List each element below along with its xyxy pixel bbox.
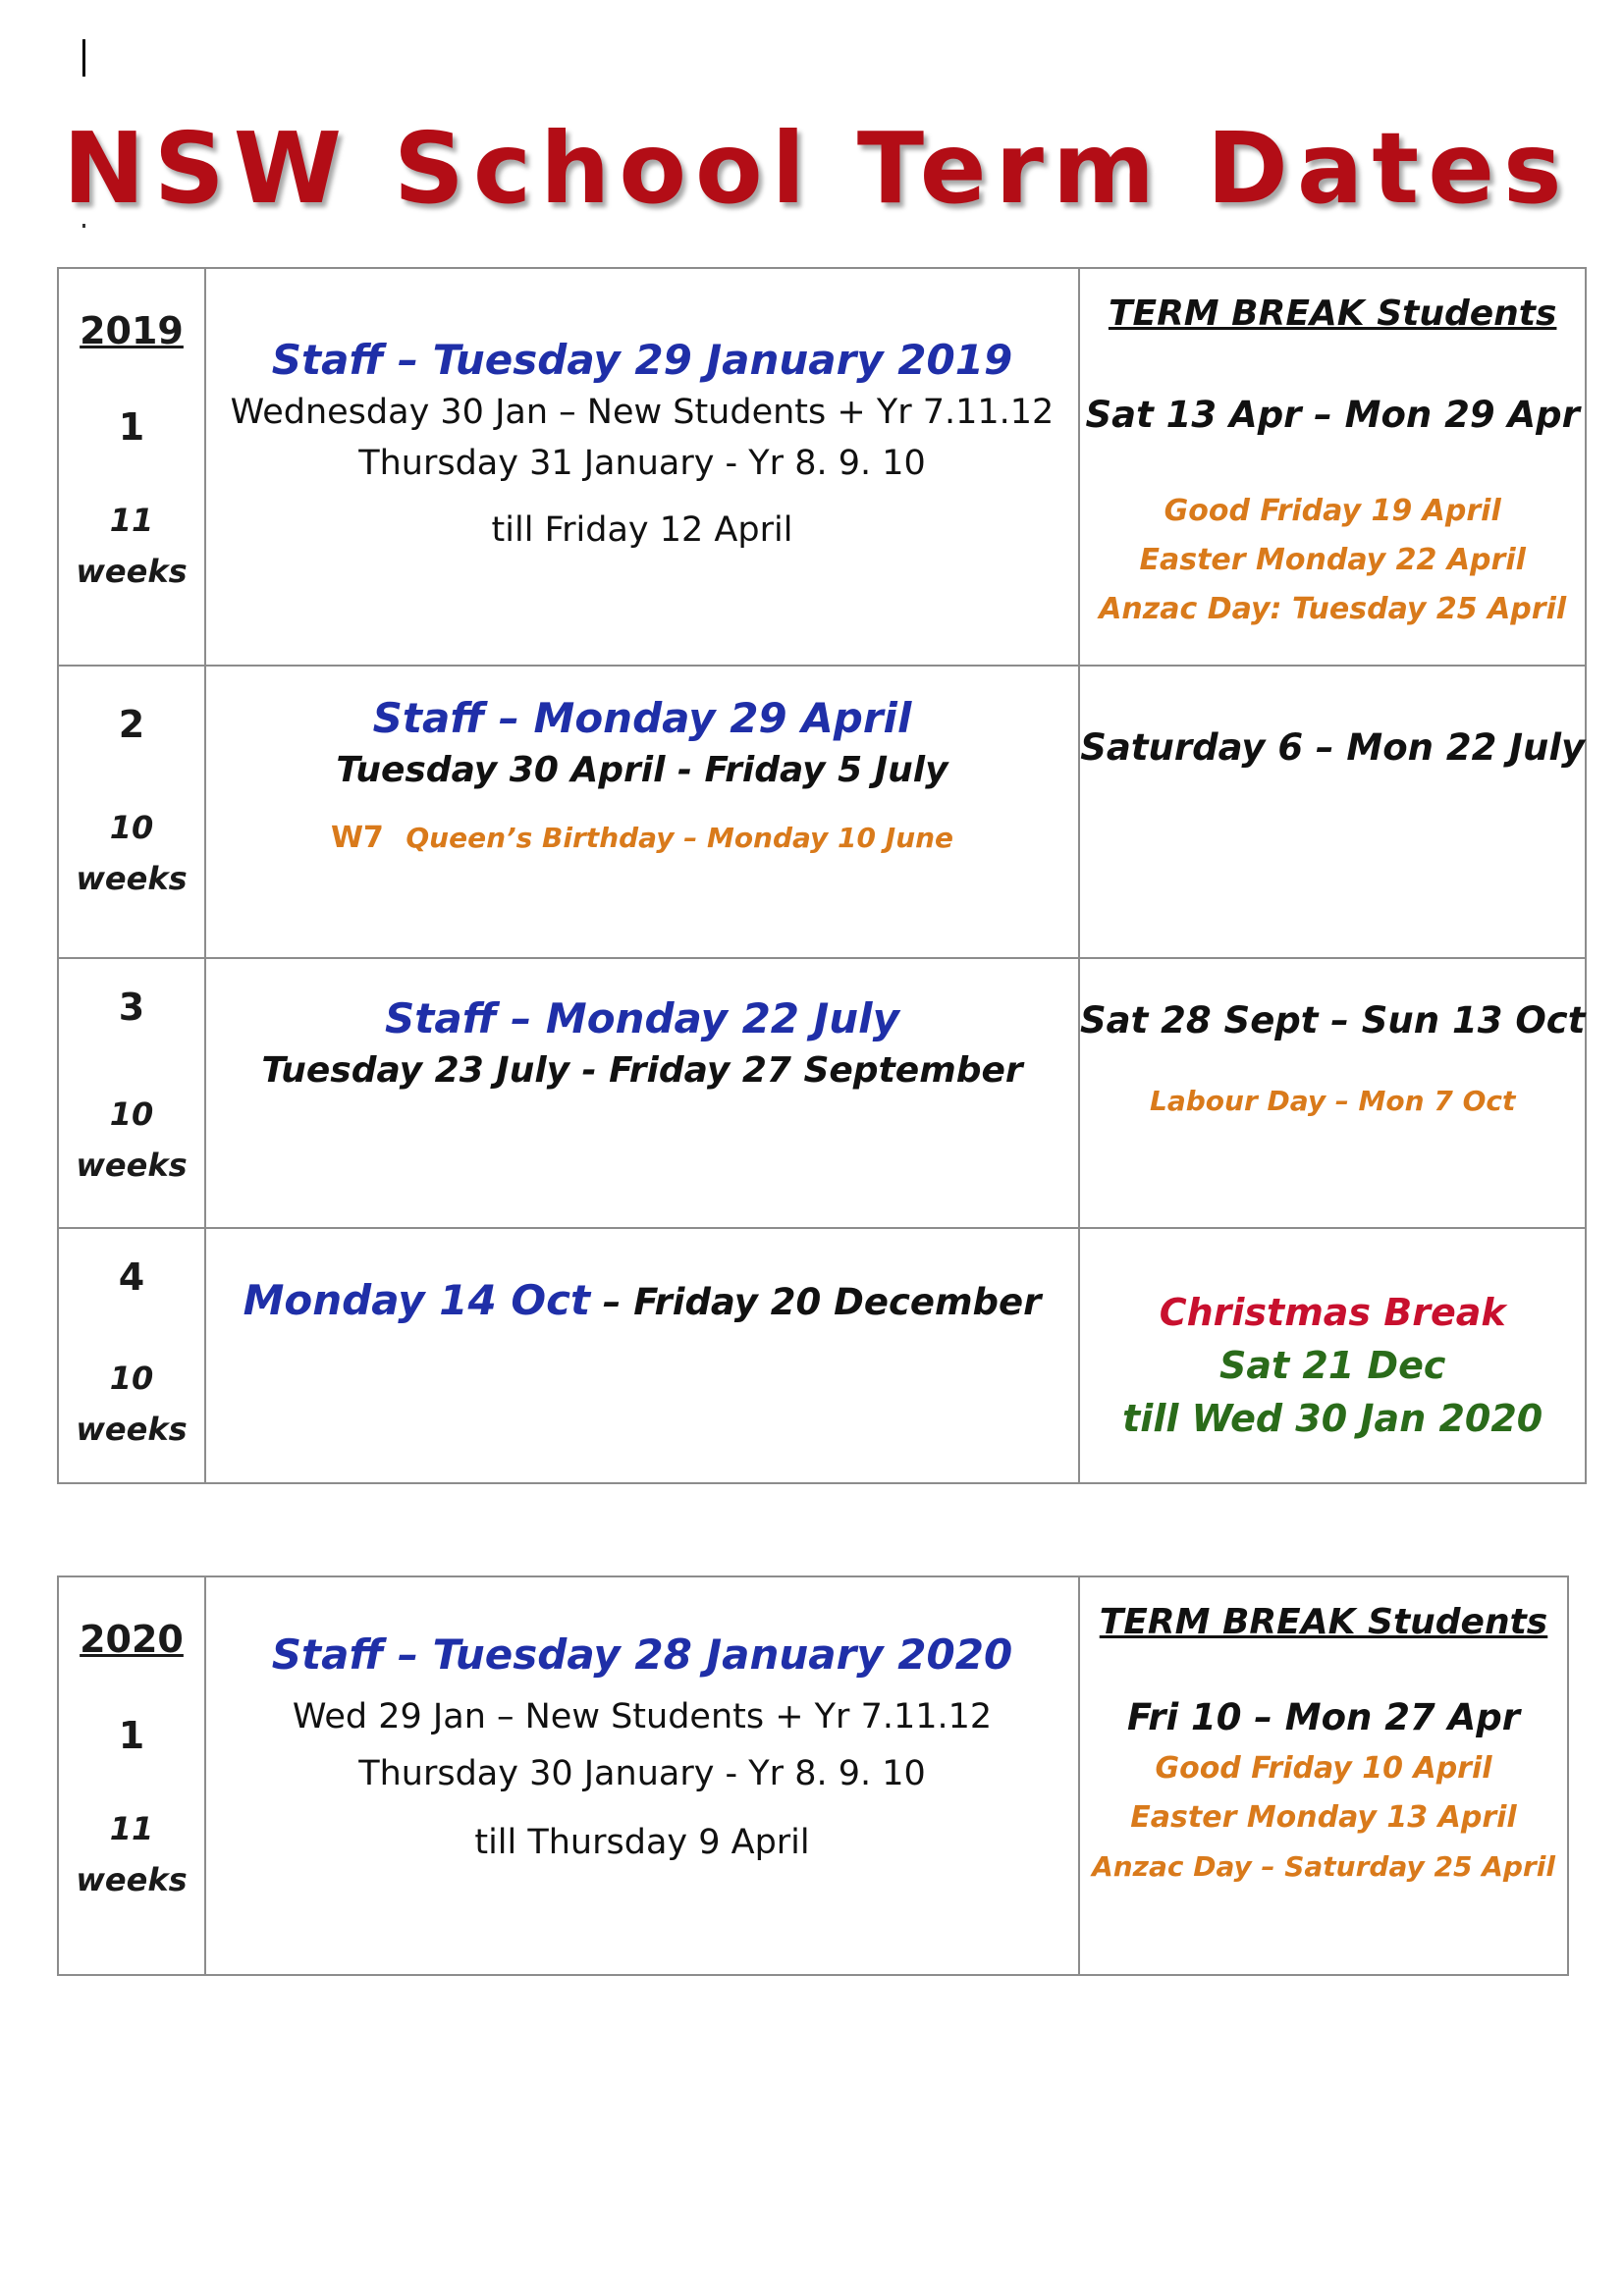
term-number: 3 xyxy=(118,986,145,1029)
weeks-count: 10 xyxy=(109,1095,154,1133)
break-heading: TERM BREAK Students xyxy=(1108,294,1557,334)
break-dates: till Wed 30 Jan 2020 xyxy=(1122,1397,1543,1440)
date-line: till Thursday 9 April xyxy=(474,1823,810,1862)
break-dates: Saturday 6 – Mon 22 July xyxy=(1080,726,1586,769)
term-number: 2 xyxy=(118,703,145,746)
holiday: Good Friday 10 April xyxy=(1155,1751,1492,1786)
holiday: Labour Day – Mon 7 Oct xyxy=(1150,1085,1516,1117)
term-table-2020 xyxy=(57,1575,1569,1976)
break-dates: Sat 28 Sept – Sun 13 Oct xyxy=(1080,999,1586,1041)
date-line: Tuesday 30 April - Friday 5 July xyxy=(336,750,948,790)
page-title: NSW School Term Dates xyxy=(63,111,1571,226)
staff-start: Staff – Tuesday 28 January 2020 xyxy=(271,1630,1013,1679)
term-number: 1 xyxy=(118,1714,145,1757)
holiday: Anzac Day: Tuesday 25 April xyxy=(1099,592,1567,626)
weeks-label: weeks xyxy=(76,1411,188,1448)
term-dates-cell xyxy=(205,958,1079,1228)
weeks-count: 10 xyxy=(109,1360,154,1397)
weeks-count: 10 xyxy=(109,809,154,846)
table-row xyxy=(58,958,1586,1228)
term-break-cell xyxy=(1079,1228,1586,1483)
week-marker: W7 xyxy=(330,821,384,855)
text-cursor xyxy=(82,39,85,77)
break-heading: TERM BREAK Students xyxy=(1099,1602,1548,1642)
break-dates: Fri 10 – Mon 27 Apr xyxy=(1127,1696,1520,1738)
term-dates-cell xyxy=(205,268,1079,666)
weeks-count: 11 xyxy=(109,1810,154,1847)
christmas-break-heading: Christmas Break xyxy=(1159,1291,1506,1334)
term-4-dates xyxy=(206,1274,1078,1337)
table-row xyxy=(58,268,1586,666)
weeks-label: weeks xyxy=(76,860,188,897)
holiday: Good Friday 19 April xyxy=(1164,494,1501,528)
term-dates-cell xyxy=(205,1576,1079,1975)
weeks-label: weeks xyxy=(76,553,188,590)
year-label: 2019 xyxy=(80,309,184,352)
date-line: till Friday 12 April xyxy=(491,510,793,550)
holiday-note xyxy=(206,814,1078,863)
weeks-label: weeks xyxy=(76,1147,188,1184)
staff-start: Staff – Monday 22 July xyxy=(385,994,899,1042)
date-line: Tuesday 23 July - Friday 27 September xyxy=(261,1050,1023,1091)
date-line: Wednesday 30 Jan – New Students + Yr 7.11.12 xyxy=(230,393,1055,432)
term-label-cell xyxy=(58,1228,205,1483)
weeks-label: weeks xyxy=(76,1861,188,1898)
term-label-cell xyxy=(58,666,205,958)
staff-start: Staff – Monday 29 April xyxy=(372,694,912,742)
term-break-cell xyxy=(1079,958,1586,1228)
term-dates-cell xyxy=(205,666,1079,958)
term-number: 4 xyxy=(118,1255,145,1299)
term-break-cell xyxy=(1079,1576,1568,1975)
holiday: Easter Monday 22 April xyxy=(1139,543,1526,577)
break-dates: Sat 21 Dec xyxy=(1219,1344,1446,1387)
term-start: Monday 14 Oct xyxy=(243,1276,591,1324)
term-number: 1 xyxy=(118,405,145,449)
year-label: 2020 xyxy=(80,1618,184,1661)
term-label-cell xyxy=(58,1576,205,1975)
holiday: Easter Monday 13 April xyxy=(1130,1800,1517,1835)
term-label-cell xyxy=(58,268,205,666)
staff-start: Staff – Tuesday 29 January 2019 xyxy=(271,336,1013,384)
table-row xyxy=(58,1228,1586,1483)
term-end: – Friday 20 December xyxy=(590,1281,1042,1323)
term-break-cell xyxy=(1079,666,1586,958)
term-dates-cell xyxy=(205,1228,1079,1483)
break-dates: Sat 13 Apr – Mon 29 Apr xyxy=(1085,394,1580,436)
table-row xyxy=(58,666,1586,958)
date-line: Thursday 30 January - Yr 8. 9. 10 xyxy=(358,1754,926,1793)
holiday: Anzac Day – Saturday 25 April xyxy=(1092,1850,1555,1883)
term-table-2019 xyxy=(57,267,1587,1484)
weeks-count: 11 xyxy=(109,502,154,539)
holiday: Queen’s Birthday – Monday 10 June xyxy=(406,822,954,854)
term-label-cell xyxy=(58,958,205,1228)
date-line: Wed 29 Jan – New Students + Yr 7.11.12 xyxy=(292,1697,993,1736)
date-line: Thursday 31 January - Yr 8. 9. 10 xyxy=(358,444,926,483)
table-row xyxy=(58,1576,1568,1975)
term-break-cell xyxy=(1079,268,1586,666)
